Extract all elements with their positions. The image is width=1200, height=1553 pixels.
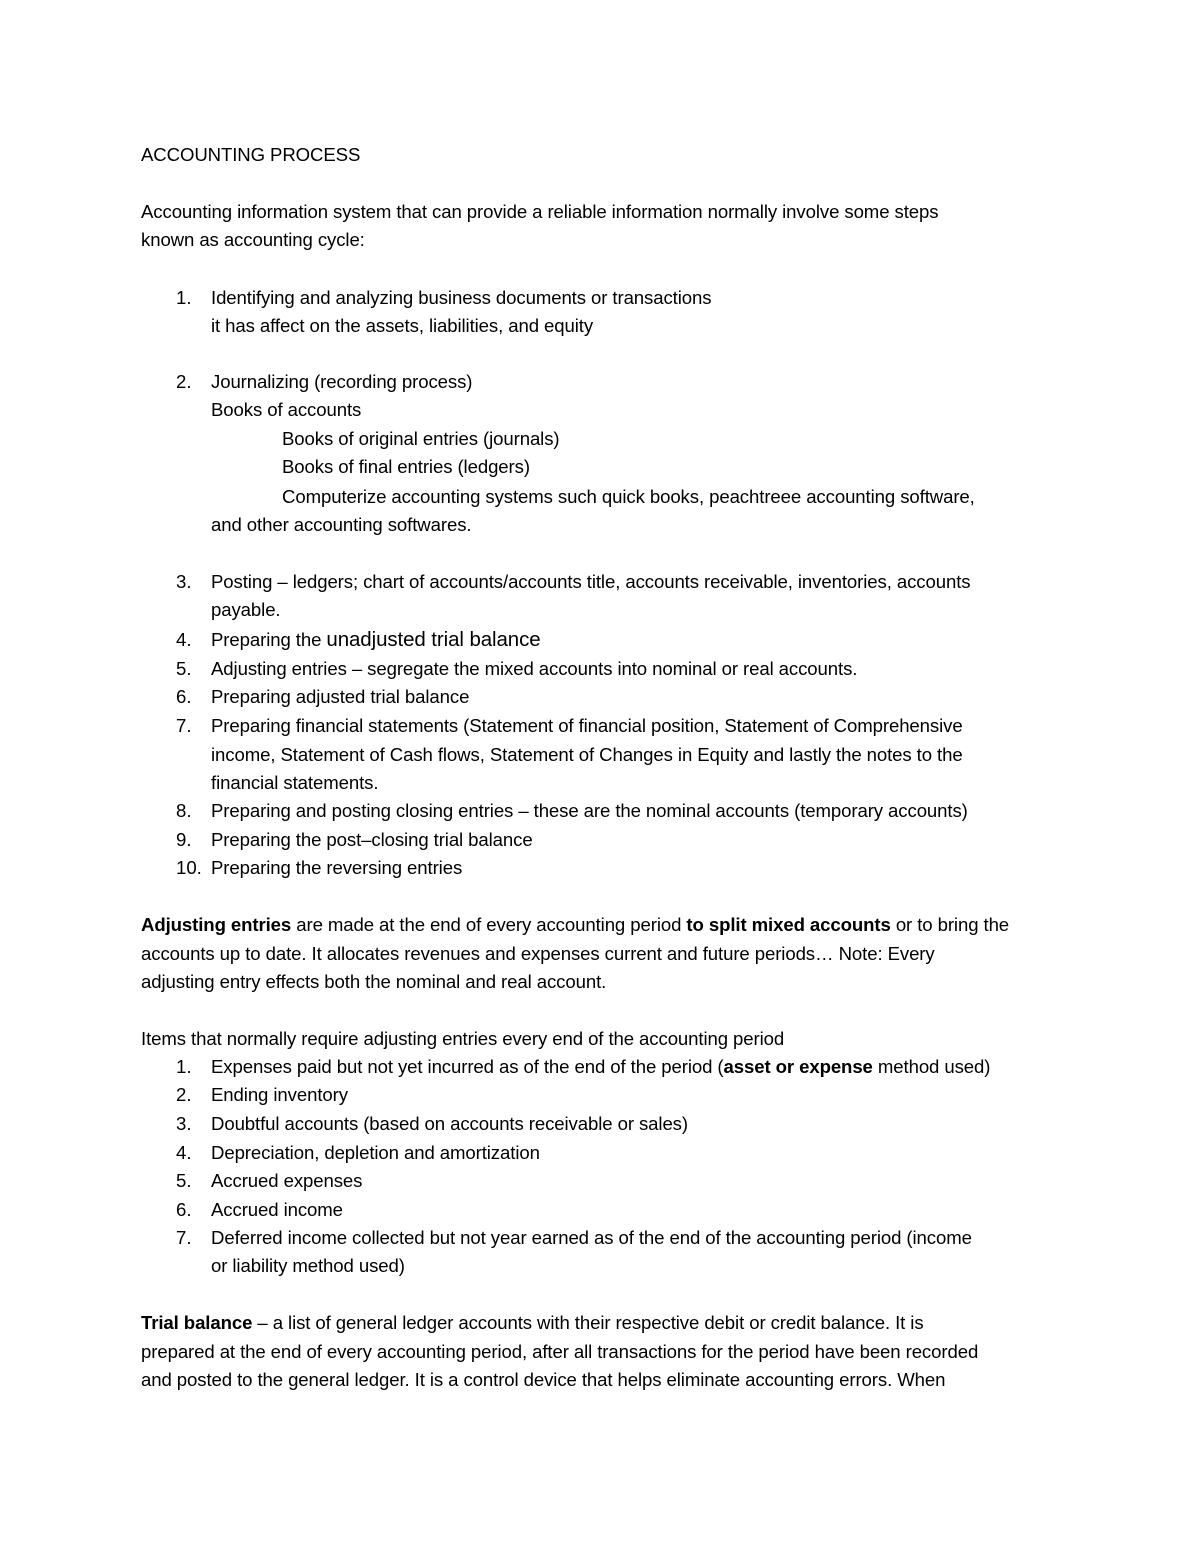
step-text: Books of accounts xyxy=(211,399,362,420)
step-text: Preparing the reversing entries xyxy=(211,857,463,878)
step-number: 4. xyxy=(176,629,192,650)
trial-paragraph-line-2: prepared at the end of every accounting period, after all transactions for the period have been recorded xyxy=(141,1341,979,1362)
step-text: Posting – ledgers; chart of accounts/accounts title, accounts receivable, inventories, accounts xyxy=(211,571,971,592)
step-text: financial statements. xyxy=(211,772,379,793)
adjusting-paragraph-line-3: adjusting entry effects both the nominal and real account. xyxy=(141,971,607,992)
trial-paragraph-line-1 xyxy=(141,1309,924,1337)
step-text: it has affect on the assets, liabilities, and equity xyxy=(211,315,594,336)
step-text: Preparing and posting closing entries – these are the nominal accounts (temporary accounts) xyxy=(211,800,968,821)
item-text: or liability method used) xyxy=(211,1255,405,1276)
item-number: 6. xyxy=(176,1199,192,1220)
item-number: 3. xyxy=(176,1113,192,1134)
step-text: Preparing the post–closing trial balance xyxy=(211,829,533,850)
step-number: 2. xyxy=(176,371,192,392)
item-text: Deferred income collected but not year earned as of the end of the accounting period (income xyxy=(211,1227,972,1248)
text-span: Expenses paid but not yet incurred as of the end of the period ( xyxy=(211,1056,724,1077)
step-number: 6. xyxy=(176,686,192,707)
adjusting-paragraph-line-2: accounts up to date. It allocates revenues and expenses current and future periods… Note: Every xyxy=(141,943,935,964)
item-text: Ending inventory xyxy=(211,1084,348,1105)
page-title: ACCOUNTING PROCESS xyxy=(141,144,361,165)
step-text: income, Statement of Cash flows, Statement of Changes in Equity and lastly the notes to the xyxy=(211,744,963,765)
term-split-mixed-accounts: to split mixed accounts xyxy=(686,914,891,935)
step-subtext: Books of original entries (journals) xyxy=(282,428,560,449)
item-text: Accrued expenses xyxy=(211,1170,363,1191)
term-adjusting-entries: Adjusting entries xyxy=(141,914,292,935)
text-span: method used) xyxy=(872,1056,991,1077)
step-subtext: Computerize accounting systems such quick books, peachtreee accounting software, xyxy=(282,486,975,507)
intro-line-1: Accounting information system that can provide a reliable information normally involve some steps xyxy=(141,201,939,222)
step-text: payable. xyxy=(211,599,281,620)
items-heading: Items that normally require adjusting entries every end of the accounting period xyxy=(141,1028,785,1049)
step-text: Preparing financial statements (Statement of financial position, Statement of Comprehensive xyxy=(211,715,963,736)
item-number: 7. xyxy=(176,1227,192,1248)
trial-paragraph-line-3: and posted to the general ledger. It is a control device that helps eliminate accounting errors. When xyxy=(141,1369,946,1390)
step-text xyxy=(211,626,541,654)
term-trial-balance: Trial balance xyxy=(141,1312,253,1333)
intro-line-2: known as accounting cycle: xyxy=(141,229,365,250)
item-text: Doubtful accounts (based on accounts receivable or sales) xyxy=(211,1113,688,1134)
text-span: or to bring the xyxy=(890,914,1010,935)
adjusting-paragraph-line-1 xyxy=(141,911,1009,939)
step-number: 9. xyxy=(176,829,192,850)
item-text: Accrued income xyxy=(211,1199,343,1220)
item-number: 4. xyxy=(176,1142,192,1163)
step-text: Preparing adjusted trial balance xyxy=(211,686,470,707)
item-text xyxy=(211,1053,990,1081)
step-text: Identifying and analyzing business documents or transactions xyxy=(211,287,712,308)
item-number: 5. xyxy=(176,1170,192,1191)
step-subtext: Books of final entries (ledgers) xyxy=(282,456,530,477)
step-number: 1. xyxy=(176,287,192,308)
step-text-prefix: Preparing the xyxy=(211,629,327,650)
step-text: and other accounting softwares. xyxy=(211,514,472,535)
step-number: 10. xyxy=(176,857,202,878)
step-number: 5. xyxy=(176,658,192,679)
term-asset-or-expense: asset or expense xyxy=(723,1056,873,1077)
item-number: 1. xyxy=(176,1056,192,1077)
item-text: Depreciation, depletion and amortization xyxy=(211,1142,540,1163)
step-number: 7. xyxy=(176,715,192,736)
step-text: Adjusting entries – segregate the mixed accounts into nominal or real accounts. xyxy=(211,658,858,679)
item-number: 2. xyxy=(176,1084,192,1105)
step-text-emphasis: unadjusted trial balance xyxy=(326,628,541,651)
step-text: Journalizing (recording process) xyxy=(211,371,473,392)
text-span: are made at the end of every accounting period xyxy=(291,914,687,935)
text-span: – a list of general ledger accounts with their respective debit or credit balance. It is xyxy=(252,1312,924,1333)
step-number: 3. xyxy=(176,571,192,592)
step-number: 8. xyxy=(176,800,192,821)
